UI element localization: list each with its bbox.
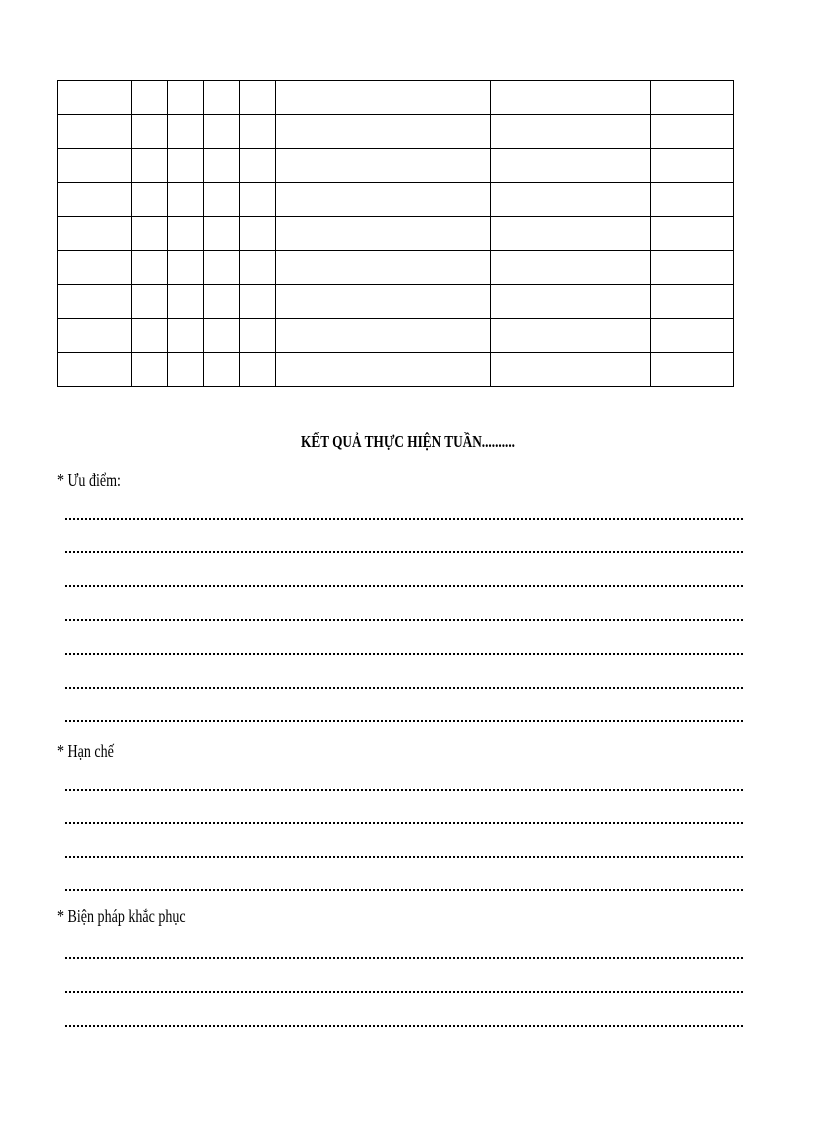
table-cell[interactable] — [276, 319, 491, 353]
table-cell[interactable] — [240, 251, 276, 285]
table-cell[interactable] — [132, 81, 168, 115]
report-heading: KẾT QUẢ THỰC HIỆN TUẦN.......... — [301, 432, 515, 451]
table-cell[interactable] — [491, 115, 651, 149]
table-row — [58, 319, 734, 353]
table-cell[interactable] — [132, 183, 168, 217]
table-cell[interactable] — [204, 115, 240, 149]
table-cell[interactable] — [240, 319, 276, 353]
table-cell[interactable] — [204, 353, 240, 387]
table-cell[interactable] — [58, 251, 132, 285]
table-row — [58, 81, 734, 115]
table-cell[interactable] — [132, 285, 168, 319]
table-cell[interactable] — [276, 217, 491, 251]
answer-line[interactable] — [65, 653, 743, 655]
table-cell[interactable] — [58, 353, 132, 387]
table-cell[interactable] — [240, 115, 276, 149]
table-cell[interactable] — [491, 319, 651, 353]
table-cell[interactable] — [651, 217, 734, 251]
table-cell[interactable] — [168, 319, 204, 353]
table-cell[interactable] — [204, 285, 240, 319]
table-cell[interactable] — [168, 285, 204, 319]
table-cell[interactable] — [132, 251, 168, 285]
table-cell[interactable] — [58, 183, 132, 217]
table-cell[interactable] — [204, 217, 240, 251]
advantages-label: * Ưu điểm: — [57, 470, 121, 490]
table-row — [58, 217, 734, 251]
table-cell[interactable] — [276, 115, 491, 149]
answer-line[interactable] — [65, 585, 743, 587]
table-cell[interactable] — [651, 183, 734, 217]
table-cell[interactable] — [58, 285, 132, 319]
table-row — [58, 149, 734, 183]
table-cell[interactable] — [58, 319, 132, 353]
table-cell[interactable] — [651, 149, 734, 183]
table-cell[interactable] — [204, 319, 240, 353]
table-cell[interactable] — [132, 115, 168, 149]
table-cell[interactable] — [651, 81, 734, 115]
table-cell[interactable] — [168, 217, 204, 251]
table-cell[interactable] — [168, 81, 204, 115]
answer-line[interactable] — [65, 889, 743, 891]
table-cell[interactable] — [651, 285, 734, 319]
table-cell[interactable] — [651, 115, 734, 149]
table-cell[interactable] — [168, 183, 204, 217]
table-cell[interactable] — [651, 251, 734, 285]
table-row — [58, 115, 734, 149]
table-cell[interactable] — [651, 353, 734, 387]
table-cell[interactable] — [58, 115, 132, 149]
table-cell[interactable] — [491, 251, 651, 285]
table-row — [58, 183, 734, 217]
table-row — [58, 251, 734, 285]
table-cell[interactable] — [276, 149, 491, 183]
table-cell[interactable] — [168, 251, 204, 285]
table-cell[interactable] — [491, 149, 651, 183]
table-cell[interactable] — [240, 149, 276, 183]
table-cell[interactable] — [168, 353, 204, 387]
table-row — [58, 285, 734, 319]
table-cell[interactable] — [491, 81, 651, 115]
table-cell[interactable] — [58, 149, 132, 183]
answer-line[interactable] — [65, 551, 743, 553]
answer-line[interactable] — [65, 720, 743, 722]
table-cell[interactable] — [276, 81, 491, 115]
table-cell[interactable] — [204, 251, 240, 285]
answer-line[interactable] — [65, 789, 743, 791]
answer-line[interactable] — [65, 518, 743, 520]
answer-line[interactable] — [65, 1025, 743, 1027]
table-cell[interactable] — [204, 183, 240, 217]
table-cell[interactable] — [204, 81, 240, 115]
table-cell[interactable] — [491, 285, 651, 319]
table-cell[interactable] — [132, 217, 168, 251]
table-row — [58, 353, 734, 387]
table-cell[interactable] — [168, 149, 204, 183]
table-cell[interactable] — [132, 319, 168, 353]
table-cell[interactable] — [651, 319, 734, 353]
answer-line[interactable] — [65, 991, 743, 993]
answer-line[interactable] — [65, 957, 743, 959]
table-cell[interactable] — [240, 285, 276, 319]
limitations-label: * Hạn chế — [57, 741, 114, 761]
answer-line[interactable] — [65, 687, 743, 689]
table-cell[interactable] — [168, 115, 204, 149]
table-cell[interactable] — [204, 149, 240, 183]
table-cell[interactable] — [240, 81, 276, 115]
table-cell[interactable] — [240, 353, 276, 387]
table-cell[interactable] — [491, 353, 651, 387]
remedies-label: * Biện pháp khắc phục — [57, 906, 186, 926]
table-cell[interactable] — [58, 217, 132, 251]
table-cell[interactable] — [276, 251, 491, 285]
table-cell[interactable] — [276, 353, 491, 387]
table-cell[interactable] — [132, 353, 168, 387]
table-cell[interactable] — [491, 183, 651, 217]
answer-line[interactable] — [65, 619, 743, 621]
table-cell[interactable] — [240, 183, 276, 217]
table-cell[interactable] — [276, 183, 491, 217]
table-cell[interactable] — [132, 149, 168, 183]
table-cell[interactable] — [240, 217, 276, 251]
table-cell[interactable] — [276, 285, 491, 319]
answer-line[interactable] — [65, 856, 743, 858]
answer-line[interactable] — [65, 822, 743, 824]
schedule-table — [57, 80, 734, 387]
table-cell[interactable] — [491, 217, 651, 251]
table-cell[interactable] — [58, 81, 132, 115]
